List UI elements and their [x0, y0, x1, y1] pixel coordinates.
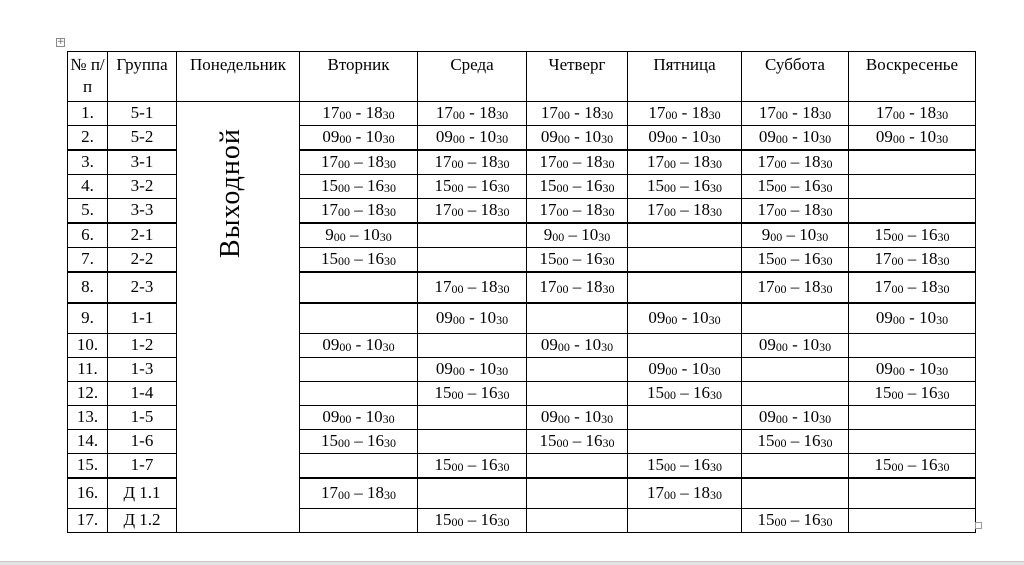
time-slot — [628, 406, 742, 430]
row-group: 2-2 — [108, 248, 177, 273]
time-slot: $17_{00} - 18_{30}$ — [300, 150, 418, 175]
time-slot: $9_{00} - 10_{30}$ — [742, 223, 849, 248]
time-slot: $17_{00} - 18_{30}$ — [628, 150, 742, 175]
row-group: 1-4 — [108, 382, 177, 406]
time-slot: $15_{00} - 16_{30}$ — [849, 223, 976, 248]
time-slot — [849, 334, 976, 358]
time-slot — [849, 199, 976, 224]
time-slot — [742, 454, 849, 479]
row-number: 15. — [68, 454, 108, 479]
time-slot: $17_{00} - 18_{30}$ — [628, 199, 742, 224]
time-slot: $09_{00} - 10_{30}$ — [742, 406, 849, 430]
time-slot: $09_{00} - 10_{30}$ — [628, 126, 742, 151]
row-group: 2-3 — [108, 272, 177, 303]
row-group: 5-1 — [108, 102, 177, 126]
time-slot: $17_{00} - 18_{30}$ — [628, 478, 742, 509]
time-slot — [849, 478, 976, 509]
row-group: Д 1.1 — [108, 478, 177, 509]
time-slot: $17_{00} - 18_{30}$ — [418, 272, 527, 303]
time-slot: $09_{00} - 10_{30}$ — [849, 303, 976, 334]
header-friday: Пятница — [628, 52, 742, 102]
time-slot — [527, 478, 628, 509]
time-slot: $09_{00} - 10_{30}$ — [527, 334, 628, 358]
time-slot: $17_{00} - 18_{30}$ — [527, 150, 628, 175]
time-slot: $15_{00} - 16_{30}$ — [742, 175, 849, 199]
monday-day-off-label: Выходной — [215, 128, 246, 258]
row-number: 9. — [68, 303, 108, 334]
row-group: 5-2 — [108, 126, 177, 151]
time-slot: $17_{00} - 18_{30}$ — [742, 150, 849, 175]
time-slot: $17_{00} - 18_{30}$ — [849, 248, 976, 273]
time-slot — [418, 478, 527, 509]
time-slot: $17_{00} - 18_{30}$ — [418, 199, 527, 224]
time-slot: $09_{00} - 10_{30}$ — [300, 406, 418, 430]
time-slot: $09_{00} - 10_{30}$ — [742, 126, 849, 151]
time-slot: $09_{00} - 10_{30}$ — [628, 303, 742, 334]
time-slot: $09_{00} - 10_{30}$ — [849, 126, 976, 151]
time-slot: $15_{00} - 16_{30}$ — [628, 382, 742, 406]
row-group: 3-2 — [108, 175, 177, 199]
row-group: 3-1 — [108, 150, 177, 175]
time-slot: $15_{00} - 16_{30}$ — [628, 454, 742, 479]
row-number: 2. — [68, 126, 108, 151]
time-slot — [418, 248, 527, 273]
row-number: 16. — [68, 478, 108, 509]
time-slot: $09_{00} - 10_{30}$ — [849, 358, 976, 382]
time-slot: $17_{00} - 18_{30}$ — [300, 102, 418, 126]
row-number: 8. — [68, 272, 108, 303]
time-slot — [300, 509, 418, 533]
header-thursday: Четверг — [527, 52, 628, 102]
header-group: Группа — [108, 52, 177, 102]
time-slot: $15_{00} - 16_{30}$ — [742, 509, 849, 533]
row-number: 10. — [68, 334, 108, 358]
row-group: 2-1 — [108, 223, 177, 248]
row-group: 1-2 — [108, 334, 177, 358]
time-slot: $17_{00} - 18_{30}$ — [300, 478, 418, 509]
time-slot: $17_{00} - 18_{30}$ — [742, 272, 849, 303]
header-tuesday: Вторник — [300, 52, 418, 102]
header-saturday: Суббота — [742, 52, 849, 102]
time-slot — [628, 223, 742, 248]
schedule-table — [67, 51, 976, 533]
time-slot: $15_{00} - 16_{30}$ — [300, 430, 418, 454]
time-slot — [300, 358, 418, 382]
time-slot — [849, 150, 976, 175]
time-slot — [527, 509, 628, 533]
time-slot — [418, 430, 527, 454]
row-group: 1-1 — [108, 303, 177, 334]
row-number: 7. — [68, 248, 108, 273]
row-group: 1-5 — [108, 406, 177, 430]
row-number: 4. — [68, 175, 108, 199]
time-slot: $09_{00} - 10_{30}$ — [527, 406, 628, 430]
time-slot: $15_{00} - 16_{30}$ — [527, 248, 628, 273]
row-number: 11. — [68, 358, 108, 382]
time-slot: $15_{00} - 16_{30}$ — [742, 430, 849, 454]
header-sunday: Воскресенье — [849, 52, 976, 102]
time-slot — [300, 303, 418, 334]
time-slot: $15_{00} - 16_{30}$ — [418, 509, 527, 533]
row-number: 12. — [68, 382, 108, 406]
time-slot: $9_{00} - 10_{30}$ — [300, 223, 418, 248]
time-slot — [849, 406, 976, 430]
time-slot — [742, 478, 849, 509]
table-row — [68, 102, 976, 126]
time-slot — [418, 334, 527, 358]
row-number: 6. — [68, 223, 108, 248]
time-slot — [849, 175, 976, 199]
time-slot — [527, 303, 628, 334]
time-slot: $15_{00} - 16_{30}$ — [418, 454, 527, 479]
time-slot: $17_{00} - 18_{30}$ — [742, 199, 849, 224]
time-slot: $09_{00} - 10_{30}$ — [418, 358, 527, 382]
time-slot: $17_{00} - 18_{30}$ — [527, 272, 628, 303]
time-slot: $9_{00} - 10_{30}$ — [527, 223, 628, 248]
time-slot — [527, 454, 628, 479]
time-slot: $17_{00} - 18_{30}$ — [418, 150, 527, 175]
time-slot: $15_{00} - 16_{30}$ — [849, 454, 976, 479]
time-slot — [628, 509, 742, 533]
time-slot — [628, 272, 742, 303]
time-slot — [418, 406, 527, 430]
time-slot: $15_{00} - 16_{30}$ — [418, 382, 527, 406]
row-number: 5. — [68, 199, 108, 224]
header-num — [68, 52, 108, 102]
time-slot: $17_{00} - 18_{30}$ — [742, 102, 849, 126]
time-slot — [300, 272, 418, 303]
row-number: 13. — [68, 406, 108, 430]
time-slot: $15_{00} - 16_{30}$ — [527, 430, 628, 454]
time-slot: $15_{00} - 16_{30}$ — [300, 175, 418, 199]
time-slot — [300, 454, 418, 479]
row-group: 1-7 — [108, 454, 177, 479]
time-slot — [527, 382, 628, 406]
header-wednesday: Среда — [418, 52, 527, 102]
time-slot: $17_{00} - 18_{30}$ — [628, 102, 742, 126]
time-slot — [849, 430, 976, 454]
time-slot: $09_{00} - 10_{30}$ — [628, 358, 742, 382]
time-slot: $17_{00} - 18_{30}$ — [418, 102, 527, 126]
time-slot: $17_{00} - 18_{30}$ — [527, 199, 628, 224]
monday-day-off-cell — [177, 102, 300, 533]
time-slot: $15_{00} - 16_{30}$ — [849, 382, 976, 406]
time-slot: $09_{00} - 10_{30}$ — [418, 126, 527, 151]
header-monday: Понедельник — [177, 52, 300, 102]
table-resize-handle[interactable] — [975, 522, 982, 529]
time-slot — [300, 382, 418, 406]
time-slot: $15_{00} - 16_{30}$ — [527, 175, 628, 199]
time-slot: $15_{00} - 16_{30}$ — [300, 248, 418, 273]
time-slot: $09_{00} - 10_{30}$ — [527, 126, 628, 151]
row-group: 1-6 — [108, 430, 177, 454]
row-group: 3-3 — [108, 199, 177, 224]
row-number: 17. — [68, 509, 108, 533]
time-slot: $09_{00} - 10_{30}$ — [300, 126, 418, 151]
row-group: Д 1.2 — [108, 509, 177, 533]
header-num-label: № п/п — [70, 55, 105, 96]
header-row — [68, 52, 976, 102]
time-slot — [628, 334, 742, 358]
time-slot: $09_{00} - 10_{30}$ — [300, 334, 418, 358]
time-slot — [527, 358, 628, 382]
time-slot — [628, 430, 742, 454]
row-number: 3. — [68, 150, 108, 175]
time-slot — [742, 303, 849, 334]
time-slot: $15_{00} - 16_{30}$ — [628, 175, 742, 199]
row-number: 1. — [68, 102, 108, 126]
table-move-handle[interactable]: + — [57, 37, 65, 47]
time-slot: $17_{00} - 18_{30}$ — [527, 102, 628, 126]
time-slot — [849, 509, 976, 533]
time-slot: $09_{00} - 10_{30}$ — [742, 334, 849, 358]
row-group: 1-3 — [108, 358, 177, 382]
time-slot: $15_{00} - 16_{30}$ — [418, 175, 527, 199]
time-slot: $17_{00} - 18_{30}$ — [849, 102, 976, 126]
time-slot — [742, 382, 849, 406]
time-slot: $15_{00} - 16_{30}$ — [742, 248, 849, 273]
time-slot — [628, 248, 742, 273]
time-slot — [742, 358, 849, 382]
time-slot: $09_{00} - 10_{30}$ — [418, 303, 527, 334]
page-bottom-edge — [0, 561, 1024, 565]
row-number: 14. — [68, 430, 108, 454]
time-slot: $17_{00} - 18_{30}$ — [300, 199, 418, 224]
time-slot: $17_{00} - 18_{30}$ — [849, 272, 976, 303]
time-slot — [418, 223, 527, 248]
